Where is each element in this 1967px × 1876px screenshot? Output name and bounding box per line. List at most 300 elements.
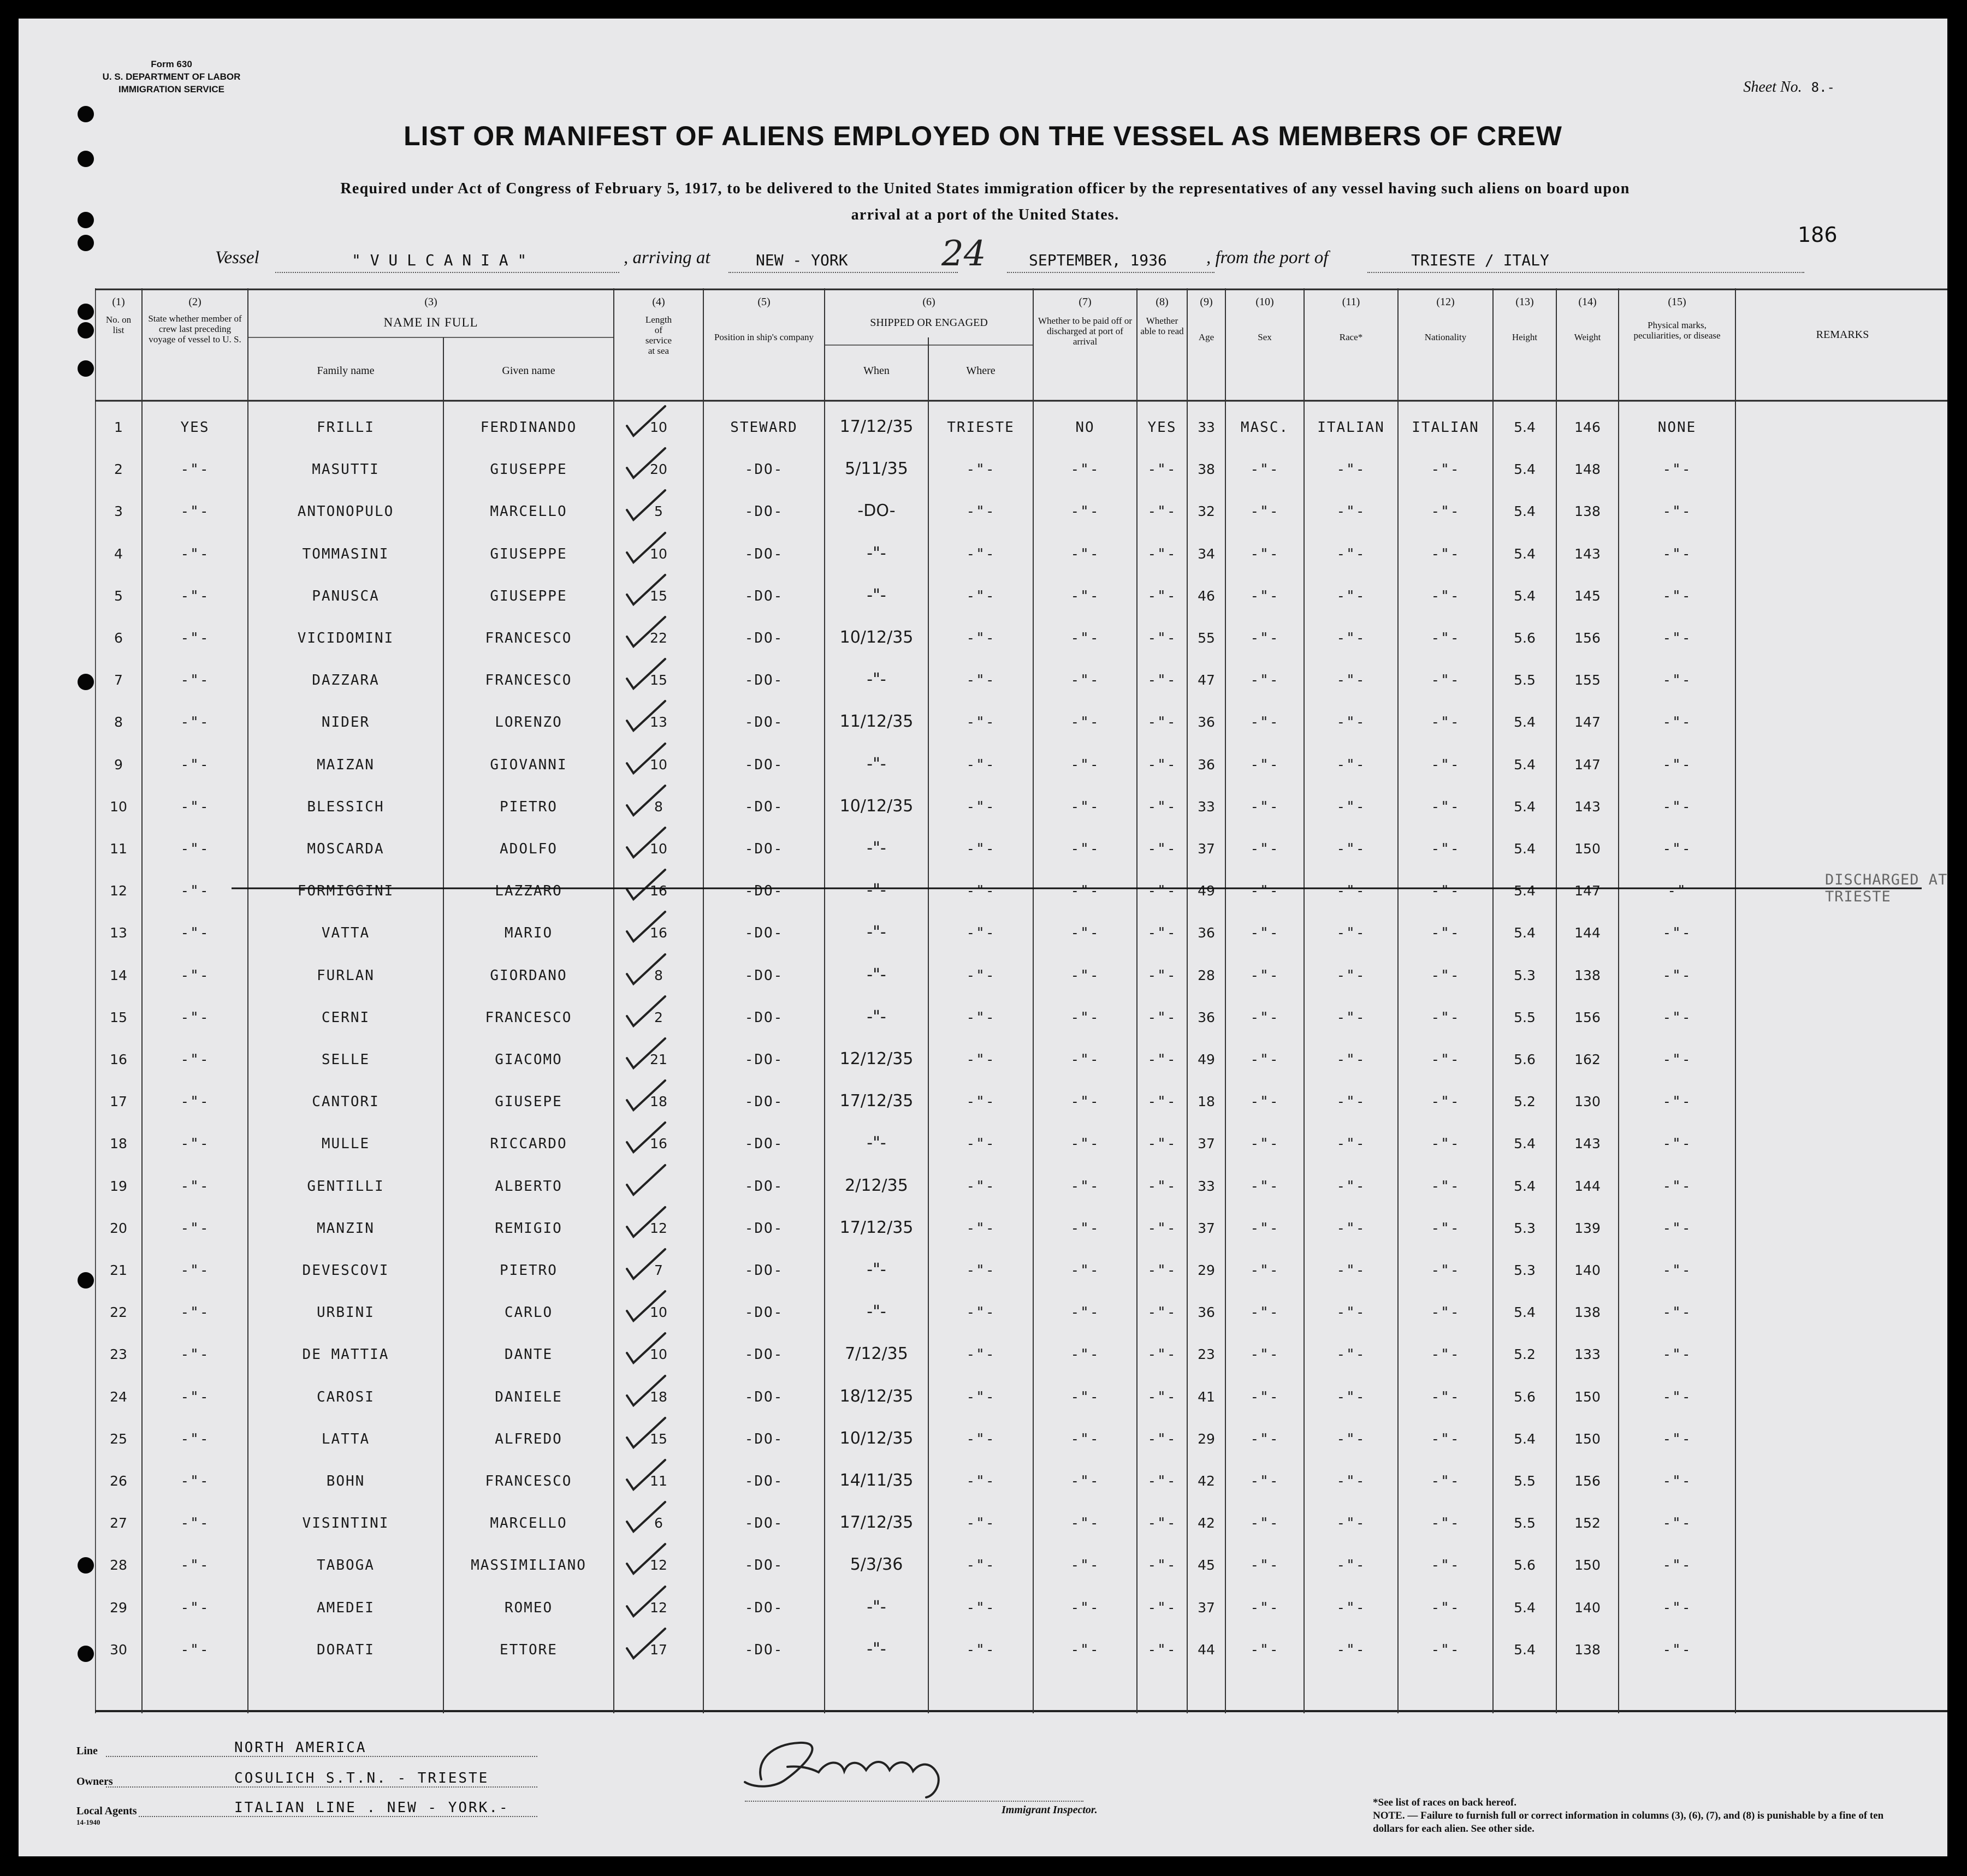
cell-when: -"-: [867, 881, 886, 900]
arriving-label: , arriving at: [624, 248, 710, 268]
cell-paid: -"-: [1070, 1515, 1100, 1532]
cell-family: ANTONOPULO: [297, 503, 394, 520]
cell-height: 5.4: [1514, 1178, 1536, 1194]
cell-marks: -"-: [1662, 1094, 1692, 1111]
cell-age: 37: [1198, 841, 1215, 857]
cell-height: 5.4: [1514, 587, 1536, 604]
cell-where: -"-: [966, 798, 996, 815]
table-row: [95, 401, 1947, 443]
cell-weight: 138: [1574, 1641, 1601, 1658]
check-mark-icon: [625, 823, 668, 862]
cell-race: -"-: [1336, 883, 1366, 900]
cell-prev: -"-: [180, 630, 210, 646]
check-mark-icon: [625, 1624, 668, 1663]
col-12-number: (12): [1436, 296, 1455, 308]
cell-height: 5.6: [1514, 1388, 1536, 1405]
cell-paid: -"-: [1070, 1052, 1100, 1068]
owners-value: COSULICH S.T.N. - TRIESTE: [234, 1770, 489, 1786]
cell-race: -"-: [1336, 1346, 1366, 1363]
cell-where: -"-: [966, 925, 996, 942]
cell-weight: 147: [1574, 883, 1601, 899]
col-header-weight: Weight: [1574, 332, 1601, 342]
cell-read: -"-: [1147, 1557, 1177, 1574]
vessel-label: Vessel: [215, 248, 259, 268]
cell-prev: -"-: [180, 1515, 210, 1532]
cell-age: 38: [1198, 461, 1215, 478]
table-row: [95, 991, 1947, 1033]
cell-service: 10: [650, 756, 667, 773]
punch-hole: [78, 1272, 94, 1289]
cell-service: 10: [650, 419, 667, 435]
inspector-signature: [723, 1727, 985, 1804]
cell-paid: -"-: [1070, 1262, 1100, 1279]
cell-nationality: -"-: [1431, 630, 1460, 646]
cell-no: 10: [110, 798, 127, 815]
cell-family: CERNI: [321, 1009, 370, 1026]
cell-service: 22: [650, 630, 667, 646]
cell-when: 18/12/35: [839, 1386, 914, 1406]
cell-age: 37: [1198, 1599, 1215, 1616]
cell-family: VICIDOMINI: [297, 630, 394, 646]
cell-position: -DO-: [744, 798, 784, 815]
footer-form-code: 14-1940: [76, 1818, 100, 1826]
cell-read: -"-: [1147, 798, 1177, 815]
punch-hole: [78, 1646, 94, 1662]
cell-when: 5/11/35: [845, 459, 908, 479]
cell-paid: -"-: [1070, 1304, 1100, 1321]
cell-height: 5.5: [1514, 672, 1536, 688]
cell-read: -"-: [1147, 672, 1177, 689]
cell-where: -"-: [966, 1641, 996, 1658]
cell-position: -DO-: [744, 1220, 784, 1237]
cell-nationality: -"-: [1431, 1178, 1460, 1195]
cell-sex: -"-: [1250, 1009, 1279, 1026]
check-mark-icon: [625, 781, 668, 820]
cell-read: -"-: [1147, 1094, 1177, 1111]
col-header-sex: Sex: [1258, 332, 1272, 342]
cell-age: 46: [1198, 587, 1215, 604]
table-row: [95, 612, 1947, 654]
cell-position: -DO-: [744, 672, 784, 689]
table-row: [95, 738, 1947, 780]
check-mark-icon: [625, 1118, 668, 1156]
cell-weight: 148: [1574, 461, 1601, 478]
cell-when: 11/12/35: [839, 712, 914, 732]
cell-service: 10: [650, 1304, 667, 1321]
cell-weight: 145: [1574, 587, 1601, 604]
cell-read: -"-: [1147, 1136, 1177, 1153]
cell-nationality: -"-: [1431, 925, 1460, 942]
cell-family: VATTA: [321, 925, 370, 942]
cell-where: -"-: [966, 1473, 996, 1489]
page-number: 186: [1798, 223, 1838, 247]
cell-paid: -"-: [1070, 883, 1100, 900]
punch-hole: [78, 322, 94, 339]
cell-when: 7/12/35: [845, 1344, 908, 1364]
cell-race: -"-: [1336, 1641, 1366, 1658]
cell-given: FRANCESCO: [485, 672, 572, 689]
cell-paid: -"-: [1070, 756, 1100, 773]
punch-hole: [78, 212, 94, 228]
cell-marks: -": [1667, 883, 1687, 900]
cell-no: 7: [114, 672, 123, 688]
cell-weight: 156: [1574, 1009, 1601, 1025]
cell-sex: -"-: [1250, 1052, 1279, 1068]
cell-when: -"-: [867, 543, 886, 563]
cell-race: ITALIAN: [1317, 419, 1385, 436]
cell-marks: -"-: [1662, 714, 1692, 731]
table-row: [95, 1455, 1947, 1497]
cell-service: 5: [654, 503, 663, 520]
cell-given: ROMEO: [504, 1599, 553, 1616]
cell-given: GIUSEPE: [495, 1094, 562, 1111]
cell-age: 28: [1198, 967, 1215, 983]
cell-where: -"-: [966, 841, 996, 857]
check-mark-icon: [625, 402, 668, 440]
cell-where: -"-: [966, 1430, 996, 1447]
cell-nationality: -"-: [1431, 967, 1460, 984]
cell-family: BOHN: [326, 1473, 365, 1489]
cell-age: 42: [1198, 1515, 1215, 1531]
cell-service: 20: [650, 461, 667, 478]
cell-height: 5.4: [1514, 1136, 1536, 1152]
cell-where: -"-: [966, 883, 996, 900]
cell-sex: -"-: [1250, 714, 1279, 731]
col-header-height: Height: [1512, 332, 1538, 342]
cell-family: AMEDEI: [317, 1599, 375, 1616]
cell-prev: -"-: [180, 841, 210, 857]
cell-sex: -"-: [1250, 883, 1279, 900]
act-statement: [106, 176, 1864, 228]
table-row: [95, 1370, 1947, 1412]
cell-service: 8: [654, 967, 663, 983]
table-row: [95, 1286, 1947, 1328]
cell-race: -"-: [1336, 714, 1366, 731]
cell-family: TOMMASINI: [302, 545, 389, 562]
cell-age: 36: [1198, 925, 1215, 941]
col-header-when: When: [863, 365, 890, 377]
cell-given: PIETRO: [500, 1262, 558, 1279]
from-port-label: , from the port of: [1206, 248, 1329, 268]
cell-nationality: -"-: [1431, 1262, 1460, 1279]
arrival-port: NEW - YORK: [756, 251, 848, 269]
cell-where: -"-: [966, 1052, 996, 1068]
cell-prev: YES: [180, 419, 210, 436]
cell-given: GIORDANO: [490, 967, 567, 984]
cell-prev: -"-: [180, 1557, 210, 1574]
table-row: [95, 485, 1947, 527]
cell-height: 5.4: [1514, 1641, 1536, 1658]
cell-position: -DO-: [744, 883, 784, 900]
cell-read: -"-: [1147, 883, 1177, 900]
col-10-number: (10): [1255, 296, 1274, 308]
cell-when: -"-: [867, 1260, 886, 1279]
cell-marks: -"-: [1662, 1009, 1692, 1026]
cell-when: -"-: [867, 1302, 886, 1322]
cell-no: 17: [110, 1094, 127, 1110]
cell-height: 5.2: [1514, 1346, 1536, 1363]
cell-no: 22: [110, 1304, 127, 1321]
cell-when: -"-: [867, 1007, 886, 1026]
cell-sex: -"-: [1250, 1641, 1279, 1658]
cell-height: 5.4: [1514, 714, 1536, 731]
manifest-footer: [19, 1711, 1947, 1856]
cell-no: 12: [110, 883, 127, 899]
punch-hole: [78, 304, 94, 320]
owners-label: Owners: [76, 1776, 113, 1788]
cell-sex: -"-: [1250, 461, 1279, 478]
cell-age: 36: [1198, 1009, 1215, 1025]
cell-where: -"-: [966, 1262, 996, 1279]
col-header-family-name: Family name: [317, 365, 375, 377]
cell-marks: -"-: [1662, 798, 1692, 815]
cell-weight: 162: [1574, 1052, 1601, 1067]
cell-no: 11: [110, 841, 127, 857]
cell-race: -"-: [1336, 925, 1366, 942]
cell-height: 5.4: [1514, 1304, 1536, 1321]
cell-service: 8: [654, 798, 663, 815]
cell-age: 33: [1198, 419, 1215, 435]
cell-read: -"-: [1147, 1178, 1177, 1195]
cell-where: -"-: [966, 461, 996, 478]
cell-height: 5.3: [1514, 967, 1536, 983]
cell-nationality: -"-: [1431, 883, 1460, 900]
col-3-number: (3): [424, 296, 437, 308]
cell-marks: -"-: [1662, 925, 1692, 942]
cell-service: 16: [650, 1136, 667, 1152]
cell-paid: -"-: [1070, 1220, 1100, 1237]
cell-service: 13: [650, 714, 667, 731]
crew-manifest-table: [95, 288, 1947, 1713]
cell-where: -"-: [966, 1557, 996, 1574]
check-mark-icon: [625, 1287, 668, 1325]
cell-when: -"-: [867, 585, 886, 605]
cell-nationality: -"-: [1431, 1388, 1460, 1405]
cell-when: 17/12/35: [839, 1091, 914, 1111]
cell-nationality: -"-: [1431, 1009, 1460, 1026]
cell-marks: -"-: [1662, 1473, 1692, 1489]
col-7-number: (7): [1079, 296, 1092, 308]
cell-prev: -"-: [180, 1094, 210, 1111]
cell-when: -"-: [867, 1133, 886, 1153]
cell-given: GIUSEPPE: [490, 545, 567, 562]
cell-weight: 144: [1574, 1178, 1601, 1194]
cell-race: -"-: [1336, 1599, 1366, 1616]
cell-where: -"-: [966, 1388, 996, 1405]
cell-nationality: -"-: [1431, 1557, 1460, 1574]
cell-prev: -"-: [180, 1136, 210, 1153]
col-header-race: Race*: [1339, 332, 1363, 342]
cell-height: 5.3: [1514, 1220, 1536, 1236]
act-line-1: Required under Act of Congress of February 5, 1917, to be delivered to the United States immigration officer by the representatives of any vessel having such aliens on board upon: [340, 180, 1630, 197]
cell-no: 26: [110, 1473, 127, 1489]
punch-hole: [78, 151, 94, 167]
col-header-where: Where: [966, 365, 996, 377]
cell-no: 6: [114, 630, 123, 646]
cell-family: PANUSCA: [312, 587, 380, 604]
col-5-number: (5): [757, 296, 771, 308]
cell-race: -"-: [1336, 967, 1366, 984]
cell-position: -DO-: [744, 1009, 784, 1026]
cell-race: -"-: [1336, 756, 1366, 773]
cell-when: -"-: [867, 965, 886, 984]
cell-sex: -"-: [1250, 1346, 1279, 1363]
cell-paid: -"-: [1070, 925, 1100, 942]
cell-age: 44: [1198, 1641, 1215, 1658]
table-row: [95, 1539, 1947, 1581]
cell-read: -"-: [1147, 630, 1177, 646]
cell-family: MANZIN: [317, 1220, 375, 1237]
cell-read: -"-: [1147, 1262, 1177, 1279]
table-row: [95, 1581, 1947, 1623]
cell-weight: 138: [1574, 967, 1601, 983]
cell-prev: -"-: [180, 1178, 210, 1195]
penalty-note: NOTE. — Failure to furnish full or correct information in columns (3), (6), (7), and (8) is punishable by a fine of ten dollars for each alien. See other side.: [1373, 1810, 1884, 1835]
cell-prev: -"-: [180, 587, 210, 604]
cell-paid: -"-: [1070, 461, 1100, 478]
cell-given: PIETRO: [500, 798, 558, 815]
cell-given: GIUSEPPE: [490, 461, 567, 478]
cell-read: -"-: [1147, 587, 1177, 604]
check-mark-icon: [625, 950, 668, 988]
col-8-number: (8): [1156, 296, 1169, 308]
cell-race: -"-: [1336, 630, 1366, 646]
cell-age: 29: [1198, 1430, 1215, 1447]
cell-marks: -"-: [1662, 1641, 1692, 1658]
cell-when: 2/12/35: [845, 1176, 908, 1195]
cell-height: 5.4: [1514, 461, 1536, 478]
cell-read: -"-: [1147, 925, 1177, 942]
document-title: LIST OR MANIFEST OF ALIENS EMPLOYED ON THE VESSEL AS MEMBERS OF CREW: [404, 121, 1562, 151]
table-row: [95, 1244, 1947, 1286]
cell-sex: -"-: [1250, 798, 1279, 815]
cell-given: ALFREDO: [495, 1430, 562, 1447]
cell-paid: -"-: [1070, 587, 1100, 604]
cell-paid: -"-: [1070, 672, 1100, 689]
cell-where: -"-: [966, 1136, 996, 1153]
cell-race: -"-: [1336, 1430, 1366, 1447]
cell-age: 18: [1198, 1094, 1215, 1110]
check-mark-icon: [625, 1329, 668, 1367]
cell-marks: -"-: [1662, 1557, 1692, 1574]
col-header-name-in-full: NAME IN FULL: [383, 316, 478, 329]
cell-no: 27: [110, 1515, 127, 1531]
cell-marks: NONE: [1657, 419, 1697, 436]
cell-service: 15: [650, 1430, 667, 1447]
cell-service: 15: [650, 672, 667, 688]
cell-weight: 133: [1574, 1346, 1601, 1363]
cell-nationality: -"-: [1431, 1346, 1460, 1363]
cell-family: FRILLI: [317, 419, 375, 436]
check-mark-icon: [625, 992, 668, 1030]
cell-no: 24: [110, 1388, 127, 1405]
cell-family: MASUTTI: [312, 461, 380, 478]
cell-race: -"-: [1336, 1220, 1366, 1237]
cell-paid: NO: [1075, 419, 1095, 436]
cell-weight: 139: [1574, 1220, 1601, 1236]
cell-family: DEVESCOVI: [302, 1262, 389, 1279]
cell-sex: -"-: [1250, 841, 1279, 857]
cell-weight: 150: [1574, 841, 1601, 857]
cell-when: 17/12/35: [839, 1218, 914, 1237]
manifest-sheet: [19, 19, 1947, 1856]
cell-read: -"-: [1147, 1220, 1177, 1237]
cell-sex: -"-: [1250, 1262, 1279, 1279]
cell-age: 49: [1198, 1052, 1215, 1067]
cell-weight: 156: [1574, 630, 1601, 646]
check-mark-icon: [625, 697, 668, 735]
cell-service: 16: [650, 883, 667, 899]
department-name: U. S. DEPARTMENT OF LABOR: [102, 72, 241, 82]
check-mark-icon: [625, 1414, 668, 1452]
cell-age: 37: [1198, 1136, 1215, 1152]
cell-read: -"-: [1147, 1515, 1177, 1532]
table-row: [95, 1328, 1947, 1370]
cell-nationality: -"-: [1431, 1136, 1460, 1153]
cell-weight: 150: [1574, 1557, 1601, 1574]
cell-paid: -"-: [1070, 841, 1100, 857]
cell-weight: 144: [1574, 925, 1601, 941]
cell-prev: -"-: [180, 1641, 210, 1658]
cell-service: 10: [650, 841, 667, 857]
cell-family: FURLAN: [317, 967, 375, 984]
cell-service: 18: [650, 1388, 667, 1405]
cell-age: 23: [1198, 1346, 1215, 1363]
cell-prev: -"-: [180, 503, 210, 520]
local-agents-value: ITALIAN LINE . NEW - YORK.-: [234, 1800, 509, 1816]
check-mark-icon: [625, 486, 668, 524]
check-mark-icon: [625, 1540, 668, 1578]
cell-marks: -"-: [1662, 587, 1692, 604]
footer-note: [1373, 1796, 1897, 1836]
cell-marks: -"-: [1662, 1346, 1692, 1363]
cell-weight: 146: [1574, 419, 1601, 435]
sheet-number-label: Sheet No.: [1743, 79, 1802, 96]
cell-height: 5.5: [1514, 1515, 1536, 1531]
table-row: [95, 1202, 1947, 1244]
cell-no: 18: [110, 1136, 127, 1152]
cell-paid: -"-: [1070, 967, 1100, 984]
table-row: [95, 822, 1947, 864]
arrival-day: 24: [941, 234, 986, 274]
cell-service: 17: [650, 1641, 667, 1658]
cell-read: -"-: [1147, 1430, 1177, 1447]
col-header-no-on-list: No. on list: [105, 314, 132, 335]
table-row: [95, 1497, 1947, 1539]
cell-position: -DO-: [744, 587, 784, 604]
cell-age: 55: [1198, 630, 1215, 646]
cell-race: -"-: [1336, 1136, 1366, 1153]
cell-marks: -"-: [1662, 1262, 1692, 1279]
inspector-label: Immigrant Inspector.: [1002, 1804, 1098, 1816]
cell-service: 11: [650, 1473, 667, 1489]
col-header-shipped-engaged: SHIPPED OR ENGAGED: [870, 317, 988, 329]
cell-marks: -"-: [1662, 545, 1692, 562]
col-9-number: (9): [1200, 296, 1213, 308]
cell-sex: -"-: [1250, 756, 1279, 773]
cell-given: ETTORE: [500, 1641, 558, 1658]
cell-nationality: -"-: [1431, 1094, 1460, 1111]
cell-prev: -"-: [180, 1009, 210, 1026]
cell-paid: -"-: [1070, 798, 1100, 815]
cell-marks: -"-: [1662, 503, 1692, 520]
cell-nationality: -"-: [1431, 1641, 1460, 1658]
cell-height: 5.3: [1514, 1262, 1536, 1278]
punch-hole: [78, 235, 94, 251]
cell-paid: -"-: [1070, 1136, 1100, 1153]
cell-prev: -"-: [180, 925, 210, 942]
cell-paid: -"-: [1070, 1178, 1100, 1195]
